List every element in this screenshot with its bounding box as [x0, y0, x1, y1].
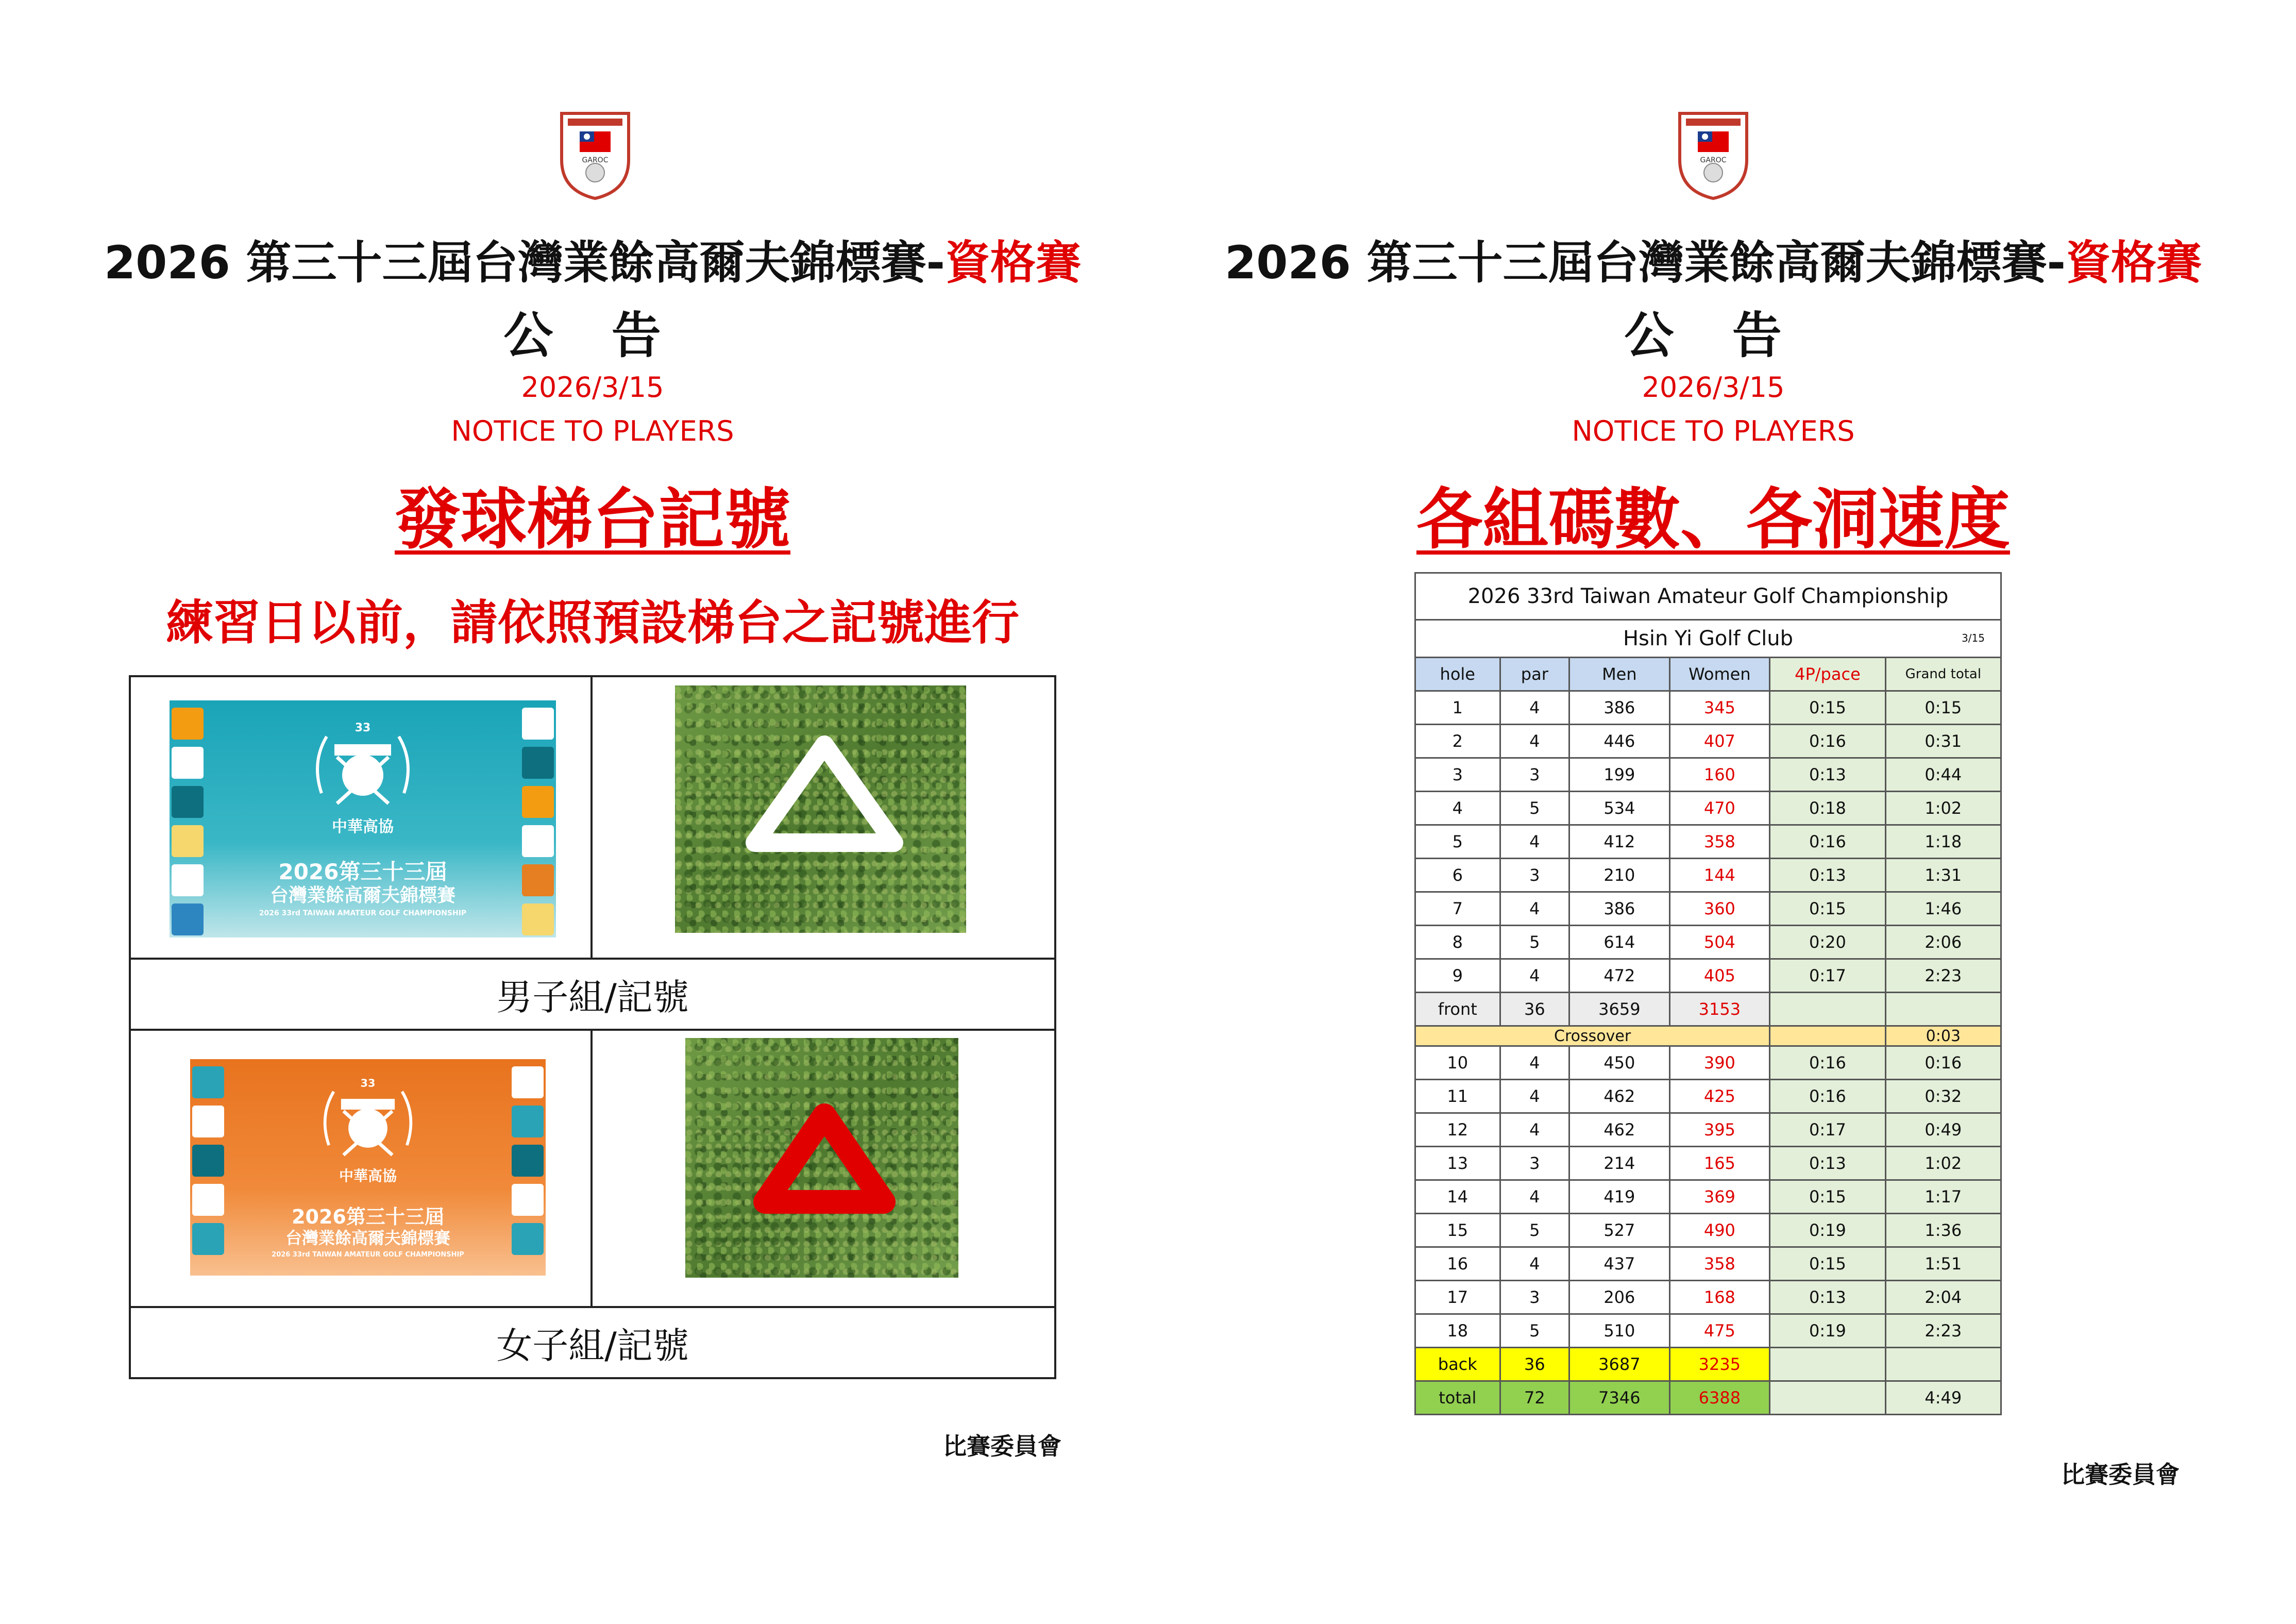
emblem-text: GAROC — [582, 156, 609, 164]
table-row — [1415, 825, 2001, 859]
table-row — [1415, 1147, 2001, 1180]
table-row — [1415, 1214, 2001, 1247]
col-header-women: Women — [1669, 658, 1770, 691]
cell-par: 3 — [1500, 859, 1569, 892]
cell-grand-total: 1:17 — [1885, 1180, 2001, 1214]
cell-women: 405 — [1669, 959, 1770, 993]
cell-pace: 0:20 — [1770, 926, 1886, 959]
table-row — [1415, 725, 2001, 758]
cell-women: 475 — [1669, 1314, 1770, 1348]
men-banner-cell — [129, 675, 593, 960]
men-marker-cell — [590, 675, 1056, 960]
cell-women: 369 — [1669, 1180, 1770, 1214]
cell-grand-total: 0:31 — [1885, 725, 2001, 758]
cell-women: 3235 — [1669, 1348, 1770, 1381]
cell-hole: 6 — [1415, 859, 1500, 892]
table-row — [1415, 1247, 2001, 1281]
section-subheading: 練習日以前，請依照預設梯台之記號進行 — [165, 595, 1019, 650]
cell-par: 36 — [1500, 993, 1569, 1026]
cell-men: 419 — [1569, 1180, 1669, 1214]
women-banner-cell — [129, 1029, 593, 1308]
cell-women: 144 — [1669, 859, 1770, 892]
women-caption: 女子組/記號 — [129, 1306, 1056, 1379]
women-marker-cell — [590, 1029, 1056, 1308]
cell-men: 214 — [1569, 1147, 1669, 1180]
table-row — [1415, 1113, 2001, 1147]
cell-grand-total: 2:23 — [1885, 959, 2001, 993]
banner-line2: 台灣業餘高爾夫錦標賽 — [269, 885, 455, 906]
cell-women: 395 — [1669, 1113, 1770, 1147]
red-triangle-icon — [685, 1038, 958, 1278]
cell-pace: 0:19 — [1770, 1214, 1886, 1247]
cell-grand-total: 0:15 — [1885, 691, 2001, 725]
cell-pace: 0:18 — [1770, 792, 1886, 825]
anniversary-crest-icon — [311, 1072, 425, 1165]
col-header-men: Men — [1569, 658, 1669, 691]
notice-label: NOTICE TO PLAYERS — [1572, 415, 1855, 447]
crossover-label: Crossover — [1415, 1026, 1770, 1046]
cell-pace: 0:19 — [1770, 1314, 1886, 1348]
svg-text:33: 33 — [354, 722, 371, 734]
cell-men: 462 — [1569, 1113, 1669, 1147]
announcement-label: 公 告 — [1624, 307, 1802, 364]
col-header-pace: 4P/pace — [1770, 658, 1886, 691]
cell-pace: 0:13 — [1770, 1147, 1886, 1180]
table-title: 2026 33rd Taiwan Amateur Golf Championship — [1415, 573, 2001, 620]
cell-grand-total: 0:32 — [1885, 1080, 2001, 1113]
crossover-value: 0:03 — [1885, 1026, 2001, 1046]
section-heading: 發球梯台記號 — [394, 481, 790, 558]
cell-pace: 0:15 — [1770, 1180, 1886, 1214]
cell-women: 358 — [1669, 1247, 1770, 1281]
cell-par: 4 — [1500, 959, 1569, 993]
banner-logo-text: 中華高協 — [339, 1167, 397, 1184]
garoc-emblem-icon — [556, 108, 634, 201]
announcement-label: 公 告 — [503, 307, 682, 364]
cell-men: 450 — [1569, 1046, 1669, 1080]
banner-logo-text: 中華高協 — [332, 818, 394, 836]
cell-hole: 10 — [1415, 1046, 1500, 1080]
grand-total-row — [1415, 1381, 2001, 1415]
cell-pace: 0:16 — [1770, 1080, 1886, 1113]
cell-hole: 14 — [1415, 1180, 1500, 1214]
banner-line3: 2026 33rd TAIWAN AMATEUR GOLF CHAMPIONSHIP — [259, 909, 467, 917]
cell-grand-total: 0:49 — [1885, 1113, 2001, 1147]
table-row — [1415, 926, 2001, 959]
cell-par: 4 — [1500, 825, 1569, 859]
front-total-row — [1415, 993, 2001, 1026]
cell-pace: 0:13 — [1770, 758, 1886, 792]
cell-hole: 8 — [1415, 926, 1500, 959]
cell-par: 5 — [1500, 792, 1569, 825]
cell-men: 462 — [1569, 1080, 1669, 1113]
cell-women: 6388 — [1669, 1381, 1770, 1415]
cell-grand-total: 1:46 — [1885, 892, 2001, 926]
cell-par: 3 — [1500, 1281, 1569, 1314]
cell-men: 472 — [1569, 959, 1669, 993]
cell-pace: 0:15 — [1770, 1247, 1886, 1281]
emblem-text: GAROC — [1700, 156, 1727, 164]
cell-men: 7346 — [1569, 1381, 1669, 1415]
committee-signature: 比賽委員會 — [2061, 1461, 2180, 1488]
cell-women: 470 — [1669, 792, 1770, 825]
banner-line2: 台灣業餘高爾夫錦標賽 — [285, 1228, 450, 1248]
cell-women: 490 — [1669, 1214, 1770, 1247]
cell-hole: 18 — [1415, 1314, 1500, 1348]
svg-text:33: 33 — [360, 1077, 376, 1090]
table-row — [1415, 1080, 2001, 1113]
cell-hole: 5 — [1415, 825, 1500, 859]
title-red: 資格賽 — [945, 236, 1082, 289]
cell-par: 5 — [1500, 1314, 1569, 1348]
cell-men: 412 — [1569, 825, 1669, 859]
cell-grand-total: 1:02 — [1885, 1147, 2001, 1180]
cell-pace: 0:15 — [1770, 691, 1886, 725]
club-name: Hsin Yi Golf Club — [1623, 627, 1794, 650]
cell-women: 345 — [1669, 691, 1770, 725]
cell-women: 3153 — [1669, 993, 1770, 1026]
cell-par: 4 — [1500, 1113, 1569, 1147]
cell-pace: 0:13 — [1770, 1281, 1886, 1314]
cell-grand-total — [1885, 993, 2001, 1026]
cell-pace: 0:15 — [1770, 892, 1886, 926]
notice-label: NOTICE TO PLAYERS — [451, 415, 734, 447]
page-title — [1198, 227, 2229, 292]
cell-par: 4 — [1500, 1046, 1569, 1080]
col-header-hole: hole — [1415, 658, 1500, 691]
cell-grand-total: 2:23 — [1885, 1314, 2001, 1348]
white-triangle-icon — [675, 685, 966, 933]
cell-men: 527 — [1569, 1214, 1669, 1247]
cell-hole: 12 — [1415, 1113, 1500, 1147]
men-marker-photo — [675, 685, 966, 933]
cell-pace — [1770, 1348, 1886, 1381]
cell-hole: 9 — [1415, 959, 1500, 993]
cell-men: 437 — [1569, 1247, 1669, 1281]
cell-hole: 17 — [1415, 1281, 1500, 1314]
cell-men: 386 — [1569, 691, 1669, 725]
crossover-row — [1415, 1026, 2001, 1046]
cell-hole: 7 — [1415, 892, 1500, 926]
cell-par: 72 — [1500, 1381, 1569, 1415]
table-row — [1415, 758, 2001, 792]
cell-men: 210 — [1569, 859, 1669, 892]
title-red: 資格賽 — [2066, 236, 2202, 289]
banner-line3: 2026 33rd TAIWAN AMATEUR GOLF CHAMPIONSHIP — [272, 1251, 464, 1259]
cell-grand-total: 2:06 — [1885, 926, 2001, 959]
cell-women: 504 — [1669, 926, 1770, 959]
notice-date: 2026/3/15 — [521, 371, 664, 404]
cell-hole: back — [1415, 1348, 1500, 1381]
cell-hole: 16 — [1415, 1247, 1500, 1281]
committee-signature: 比賽委員會 — [943, 1432, 1061, 1460]
cell-women: 407 — [1669, 725, 1770, 758]
women-banner — [190, 1059, 546, 1276]
women-marker-photo — [685, 1038, 958, 1278]
cell-par: 4 — [1500, 725, 1569, 758]
cell-men: 206 — [1569, 1281, 1669, 1314]
cell-men: 534 — [1569, 792, 1669, 825]
distance-pace-table — [1414, 572, 2002, 1415]
cell-women: 160 — [1669, 758, 1770, 792]
cell-pace: 0:16 — [1770, 825, 1886, 859]
cell-par: 5 — [1500, 926, 1569, 959]
table-row — [1415, 859, 2001, 892]
col-header-grand-total: Grand total — [1885, 658, 2001, 691]
cell-par: 4 — [1500, 691, 1569, 725]
title-main: 2026 第三十三屆台灣業餘高爾夫錦標賽- — [1224, 236, 2066, 289]
cell-men: 199 — [1569, 758, 1669, 792]
cell-hole: 15 — [1415, 1214, 1500, 1247]
table-row — [1415, 1314, 2001, 1348]
cell-women: 168 — [1669, 1281, 1770, 1314]
cell-par: 36 — [1500, 1348, 1569, 1381]
cell-women: 425 — [1669, 1080, 1770, 1113]
cell-hole: 3 — [1415, 758, 1500, 792]
cell-men: 614 — [1569, 926, 1669, 959]
cell-par: 4 — [1500, 1247, 1569, 1281]
cell-pace: 0:17 — [1770, 1113, 1886, 1147]
cell-hole: 4 — [1415, 792, 1500, 825]
cell-men: 510 — [1569, 1314, 1669, 1348]
cell-women: 358 — [1669, 825, 1770, 859]
cell-hole: 1 — [1415, 691, 1500, 725]
cell-pace: 0:13 — [1770, 859, 1886, 892]
page-title — [77, 227, 1108, 292]
cell-hole: 13 — [1415, 1147, 1500, 1180]
club-date: 3/15 — [1962, 632, 1985, 644]
cell-women: 165 — [1669, 1147, 1770, 1180]
cell-men: 3687 — [1569, 1348, 1669, 1381]
cell-grand-total — [1885, 1348, 2001, 1381]
cell-par: 4 — [1500, 1180, 1569, 1214]
table-row — [1415, 892, 2001, 926]
cell-grand-total: 1:36 — [1885, 1214, 2001, 1247]
table-row — [1415, 792, 2001, 825]
notice-date: 2026/3/15 — [1642, 371, 1785, 404]
cell-par: 4 — [1500, 892, 1569, 926]
table-row — [1415, 959, 2001, 993]
col-header-par: par — [1500, 658, 1569, 691]
cell-hole: front — [1415, 993, 1500, 1026]
cell-grand-total: 0:16 — [1885, 1046, 2001, 1080]
cell-hole: total — [1415, 1381, 1500, 1415]
cell-men: 386 — [1569, 892, 1669, 926]
cell-grand-total: 1:02 — [1885, 792, 2001, 825]
table-club-row — [1415, 620, 2001, 658]
cell-grand-total: 1:31 — [1885, 859, 2001, 892]
cell-women: 360 — [1669, 892, 1770, 926]
cell-men: 446 — [1569, 725, 1669, 758]
cell-grand-total: 4:49 — [1885, 1381, 2001, 1415]
cell-par: 4 — [1500, 1080, 1569, 1113]
cell-hole: 2 — [1415, 725, 1500, 758]
title-main: 2026 第三十三屆台灣業餘高爾夫錦標賽- — [104, 236, 946, 289]
cell-women: 390 — [1669, 1046, 1770, 1080]
cell-grand-total: 2:04 — [1885, 1281, 2001, 1314]
men-caption: 男子組/記號 — [129, 958, 1056, 1031]
garoc-emblem-icon — [1675, 108, 1752, 201]
back-total-row — [1415, 1348, 2001, 1381]
banner-line1: 2026第三十三屆 — [278, 859, 447, 884]
table-row — [1415, 1180, 2001, 1214]
cell-par: 3 — [1500, 758, 1569, 792]
anniversary-crest-icon — [306, 716, 419, 814]
men-banner — [170, 700, 556, 937]
table-header-row — [1415, 658, 2001, 691]
cell-pace: 0:16 — [1770, 725, 1886, 758]
cell-men: 3659 — [1569, 993, 1669, 1026]
cell-grand-total: 1:18 — [1885, 825, 2001, 859]
cell-par: 3 — [1500, 1147, 1569, 1180]
cell-pace — [1770, 993, 1886, 1026]
section-heading: 各組碼數、各洞速度 — [1416, 481, 2010, 558]
cell-hole: 11 — [1415, 1080, 1500, 1113]
table-row — [1415, 1046, 2001, 1080]
cell-pace — [1770, 1381, 1886, 1415]
cell-par: 5 — [1500, 1214, 1569, 1247]
cell-grand-total: 0:44 — [1885, 758, 2001, 792]
cell-pace: 0:17 — [1770, 959, 1886, 993]
table-row — [1415, 691, 2001, 725]
cell-grand-total: 1:51 — [1885, 1247, 2001, 1281]
banner-line1: 2026第三十三屆 — [292, 1206, 444, 1228]
crossover-empty — [1770, 1026, 1886, 1046]
cell-pace: 0:16 — [1770, 1046, 1886, 1080]
table-row — [1415, 1281, 2001, 1314]
